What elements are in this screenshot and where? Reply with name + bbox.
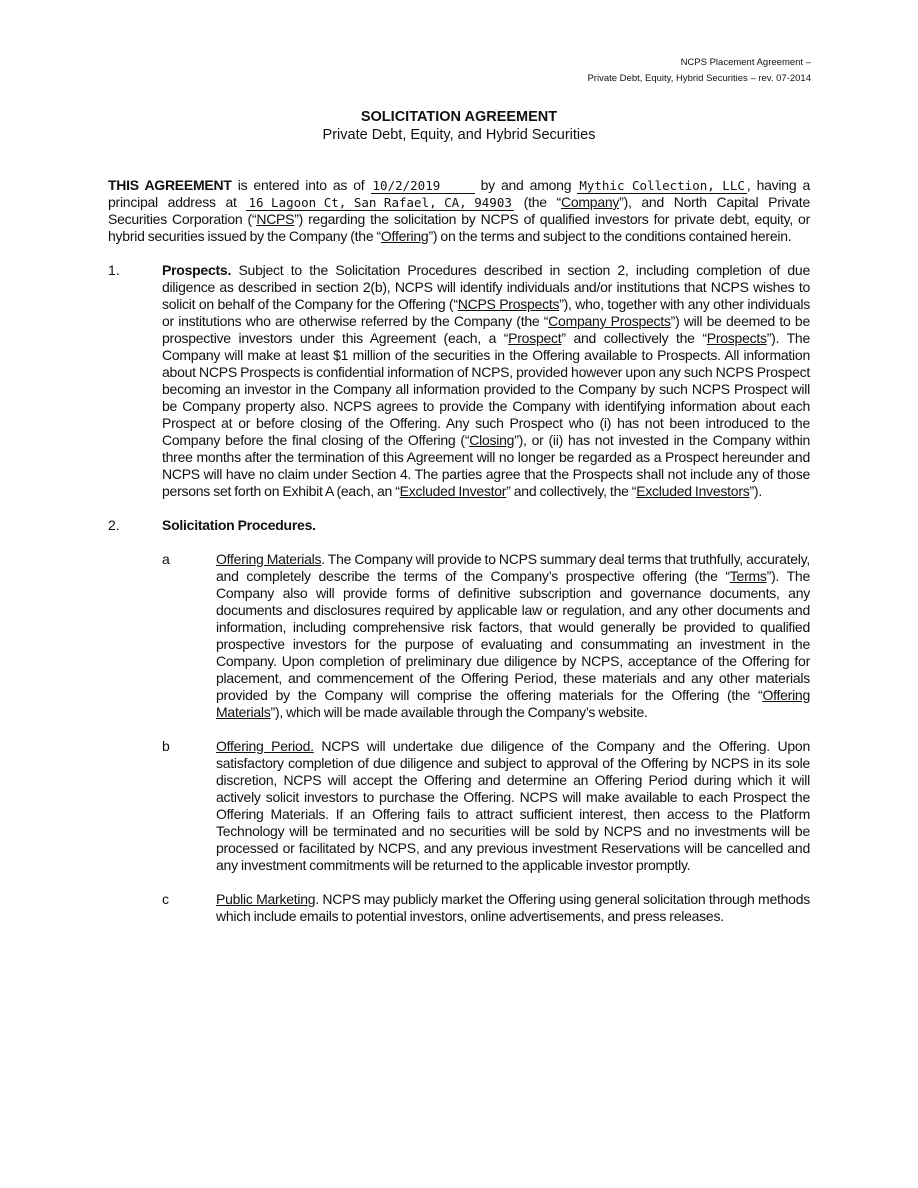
date-value: 10/2/2019 (372, 178, 441, 193)
body-text: ”). The Company also will provide forms of definitive subscription and governance documents, any documents and disclosures required by applicable law or regulation, and any other documents and information, including comprehensive risk factors, that would generally be provided to qualified prospective investors for the purpose of evaluating and consummating an investment in the Company. Upon completion of preliminary due diligence by NCPS, acceptance of the Offering for placement, and commencement of the Offering Period, these materials and any other materials provided by the Company will comprise the offering materials for the Offering (the “ (216, 568, 810, 703)
body-text: ”). The Company will make at least $1 million of the securities in the Offering available to Prospects. All information about NCPS Prospects is confidential information of NCPS, provided however upon any such NCPS Prospect becoming an investor in the Company all information provided to the Company by such NCPS Prospect will be Company property also. NCPS agrees to provide the Company with identifying information about each Prospect at or before closing of the Offering. Any such Prospect who (i) has not been introduced to the Company before the final closing of the Offering (“ (162, 330, 810, 448)
intro-text: ”) on the terms and subject to the conditions contained herein. (428, 228, 792, 244)
defined-term: Excluded Investors (636, 483, 750, 499)
subsection-letter: a (162, 551, 170, 567)
subsection-letter: c (162, 891, 169, 907)
body-text: ” and collectively, the “ (506, 483, 637, 499)
intro-lead: THIS AGREEMENT (108, 177, 232, 193)
section-1 (108, 262, 810, 500)
intro-paragraph (108, 177, 810, 245)
defined-term: Closing (469, 432, 515, 448)
address-field[interactable] (246, 195, 513, 211)
intro-text: ”), and North Capital Private Securities Corporation (“ (108, 194, 810, 227)
body-text: ”), which will be made available through the Company’s website. (270, 704, 648, 720)
section-prospects (162, 262, 810, 500)
subsection-a (108, 551, 810, 721)
company-name-field[interactable] (577, 178, 747, 194)
subsection-c (108, 891, 810, 925)
intro-text: , having a principal address at (108, 177, 810, 210)
header-line-2: Private Debt, Equity, Hybrid Securities – rev. 07-2014 (587, 73, 811, 84)
address-value: 16 Lagoon Ct, San Rafael, CA, 94903 (248, 195, 512, 210)
defined-term: Prospect (508, 330, 562, 346)
body-text: ”). (749, 483, 762, 499)
defined-term: NCPS (256, 211, 295, 227)
body-text: ”), who, together with any other individuals or institutions who are otherwise referred by the Company (the “ (162, 296, 810, 329)
title-sub: Private Debt, Equity, and Hybrid Securities (322, 127, 596, 143)
intro-text: is entered into as of (231, 177, 371, 193)
intro-text: by and among (474, 177, 578, 193)
section-solicitation-procedures (162, 517, 810, 534)
intro-text: ”) regarding the solicitation by NCPS of qualified investors for private debt, equity, or hybrid securities issued by the Company (the “ (108, 211, 810, 244)
body-text: ”) will be deemed to be prospective investors under this Agreement (each, a “ (162, 313, 810, 346)
header-line-1: NCPS Placement Agreement – (680, 57, 811, 68)
subsection-offering-period (216, 738, 810, 874)
defined-term: NCPS Prospects (457, 296, 560, 312)
defined-term: Excluded Investor (399, 483, 507, 499)
defined-term: Offering Materials (216, 551, 322, 567)
document-title (0, 108, 918, 144)
body-text: . The Company will provide to NCPS summary deal terms that truthfully, accurately, and completely describe the terms of the Company’s prospective offering (the “ (216, 551, 810, 584)
defined-term: Company (560, 194, 620, 210)
defined-term: Terms (729, 568, 767, 584)
subsection-public-marketing (216, 891, 810, 925)
date-field[interactable] (371, 178, 475, 194)
body-text: Subject to the Solicitation Procedures described in section 2, including completion of due diligence as described in section 2(b), NCPS will identify individuals and/or institutions that NCPS wishes to solicit on behalf of the Company for the Offering (“ (162, 262, 810, 312)
defined-term: Public Marketing (216, 891, 316, 907)
defined-term: Offering (380, 228, 429, 244)
section-heading: Solicitation Procedures. (162, 517, 316, 533)
section-heading: Prospects. (162, 262, 232, 278)
section-number: 2. (108, 517, 120, 533)
subsection-b (108, 738, 810, 874)
section-2 (108, 517, 810, 534)
defined-term: Offering Period. (216, 738, 314, 754)
running-header (587, 55, 811, 87)
body-text: NCPS will undertake due diligence of the Company and the Offering. Upon satisfactory completion of due diligence and subject to approval of the Offering by NCPS in its sole discretion, NCPS will accept the Offering and determine an Offering Period during which it will actively solicit investors to purchase the Offering. NCPS will make available to each Prospect the Offering Materials. If an Offering fails to attract sufficient interest, then access to the Platform Technology will be terminated and no securities will be sold by NCPS and no investments will be processed or facilitated by NCPS, and any previous investment Reservations will be cancelled and any investment commitments will be returned to the applicable investor promptly. (216, 738, 811, 873)
subsection-offering-materials (216, 551, 810, 721)
subsection-letter: b (162, 738, 170, 754)
defined-term: Prospects (706, 330, 767, 346)
company-name-value: Mythic Collection, LLC (579, 178, 745, 193)
intro-text: (the “ (513, 194, 561, 210)
document-body (108, 177, 810, 925)
title-main: SOLICITATION AGREEMENT (360, 109, 558, 125)
defined-term: Offering Materials (216, 687, 810, 720)
defined-term: Company Prospects (548, 313, 671, 329)
body-text: ”), or (ii) has not invested in the Company within three months after the termination of this Agreement will no longer be regarded as a Prospect hereunder and NCPS will have no claim under Section 4. The parties agree that the Prospects shall not include any of those persons set forth on Exhibit A (each, an “ (162, 432, 811, 499)
section-number: 1. (108, 262, 120, 278)
body-text: ” and collectively the “ (561, 330, 707, 346)
body-text: . NCPS may publicly market the Offering using general solicitation through methods which include emails to potential investors, online advertisements, and press releases. (216, 891, 810, 924)
